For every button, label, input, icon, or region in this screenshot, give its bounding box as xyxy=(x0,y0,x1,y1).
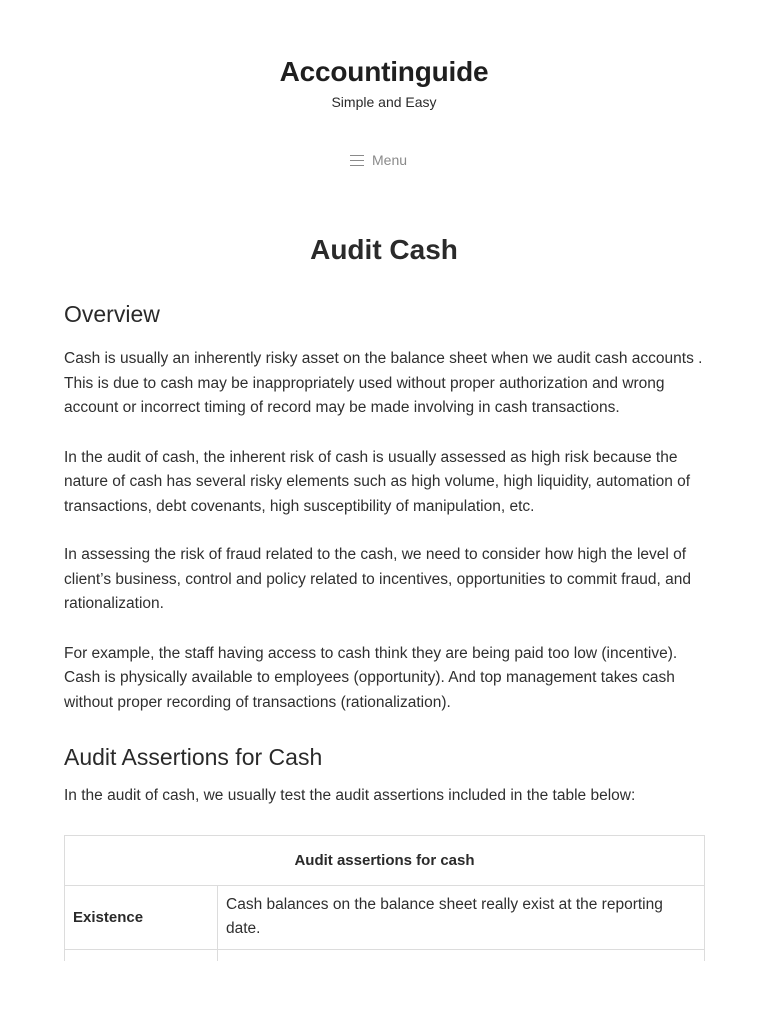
table-header-row xyxy=(65,835,705,885)
table-caption-cell: Audit assertions for cash xyxy=(65,835,705,885)
assertions-intro: In the audit of cash, we usually test the audit assertions included in the table below: xyxy=(64,787,636,804)
table-row xyxy=(65,949,705,961)
assertion-name-cell: Existence xyxy=(65,885,218,949)
site-tagline: Simple and Easy xyxy=(331,94,437,110)
assertions-table xyxy=(64,835,705,961)
assertion-name-cell xyxy=(65,949,218,961)
assertions-table-wrapper xyxy=(64,835,705,961)
assertion-description-cell xyxy=(218,949,705,961)
page-title: Audit Cash xyxy=(310,234,458,265)
table-row xyxy=(65,885,705,949)
overview-heading: Overview xyxy=(64,301,160,327)
site-title-link[interactable]: Accountinguide xyxy=(279,56,489,87)
article-content xyxy=(64,298,706,961)
overview-paragraph: In assessing the risk of fraud related to the cash, we need to consider how high the level of client’s business, control and policy related to incentives, opportunities to commit fraud, and rationalization. xyxy=(64,546,691,612)
assertions-heading: Audit Assertions for Cash xyxy=(64,744,323,770)
assertion-description-cell: Cash balances on the balance sheet really exist at the reporting date. xyxy=(218,885,705,949)
menu-toggle-button[interactable] xyxy=(350,150,420,170)
overview-paragraph: In the audit of cash, the inherent risk of cash is usually assessed as high risk because the nature of cash has several risky elements such as high volume, high liquidity, automation of transactions, debt covenants, high susceptibility of manipulation, etc. xyxy=(64,448,691,515)
overview-paragraph: Cash is usually an inherently risky asset on the balance sheet when we audit cash accounts . This is due to cash may be inappropriately used without proper authorization and wrong account or incorrect timing of record may be made involving in cash transactions. xyxy=(64,350,703,416)
hamburger-menu-icon xyxy=(350,155,364,166)
overview-paragraph: For example, the staff having access to cash think they are being paid too low (incentive). Cash is physically available to employees (opportunity). And top management takes cash without proper recording of transactions (rationalization). xyxy=(64,644,678,711)
menu-label: Menu xyxy=(372,152,408,168)
